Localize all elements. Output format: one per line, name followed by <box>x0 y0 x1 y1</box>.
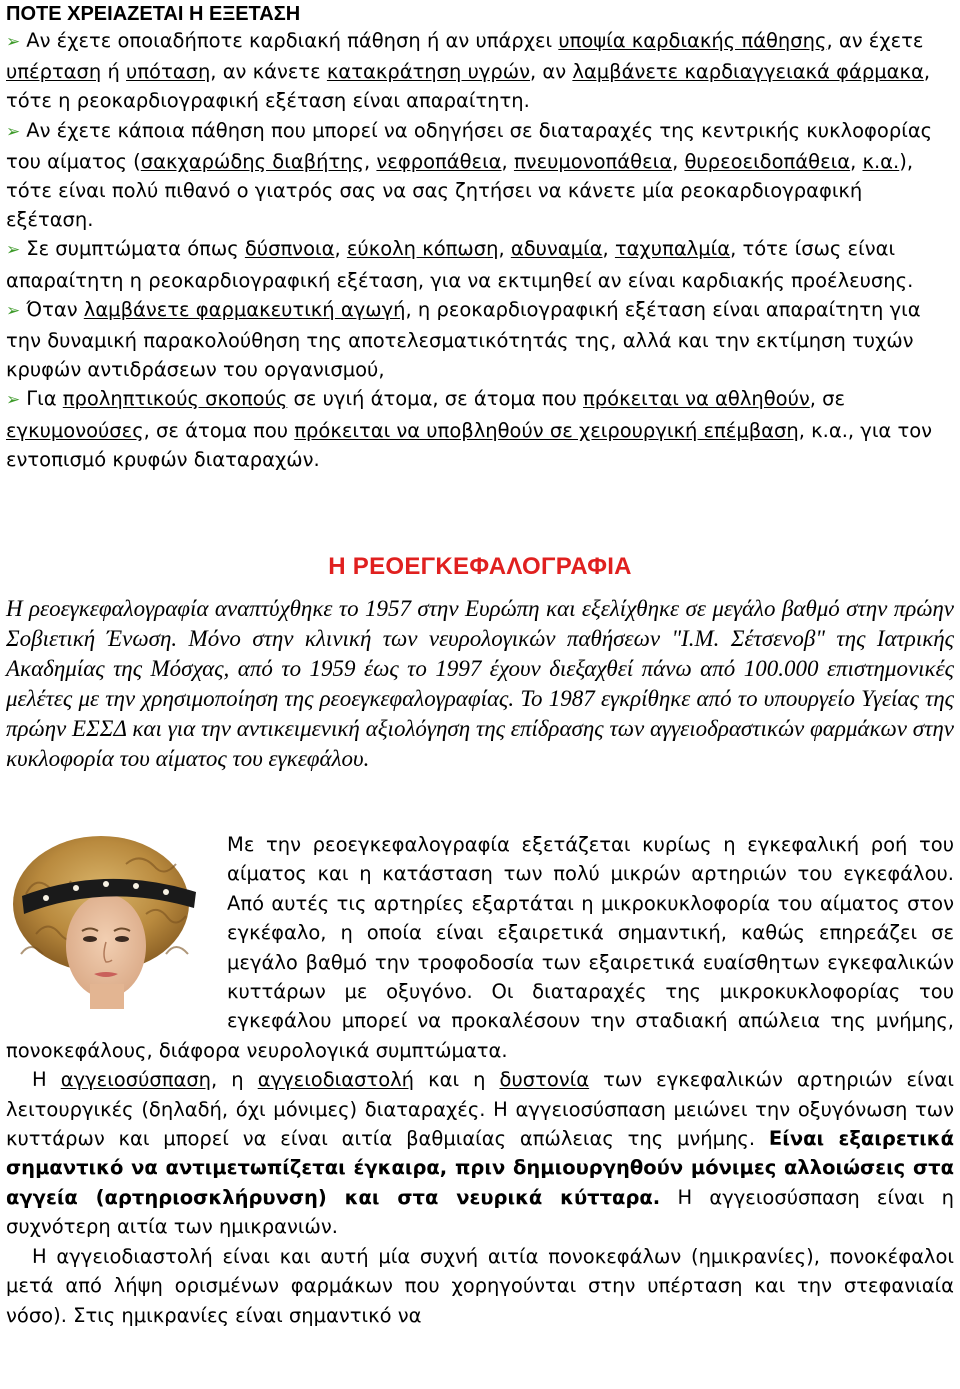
underlined-term: δυστονία <box>499 1068 590 1092</box>
bullet-item <box>6 234 954 294</box>
underlined-term: πρόκειται να αθληθούν <box>583 387 810 411</box>
photo-float-spacer <box>6 830 227 1008</box>
text-run: ή <box>101 60 127 84</box>
bold-emphasis: Είναι εξαιρετικά σημαντικό να αντιμετωπίζεται έγκαιρα, πριν δημιουργηθούν μόνιμες αλλοιώσεις στα αγγεία (αρτηριοσκλήρυνση) και στα νευρικά κύτταρα. <box>6 1127 954 1209</box>
paragraph-vasodilation: Η αγγειοδιαστολή είναι και αυτή μία συχνή αιτία πονοκεφάλων (ημικρανίες), πονοκέφαλοι μετά από λήψη ορισμένων φαρμάκων που χορηγούνται στην υπέρταση και την στεφανιαία νόσο). Στις ημικρανίες είναι σημαντικό να <box>6 1244 954 1327</box>
text-run: , <box>602 237 615 261</box>
text-run: , αν έχετε <box>826 29 924 52</box>
arrow-bullet-icon: ➢ <box>6 240 21 261</box>
text-run: , <box>672 149 685 173</box>
underlined-term: δύσπνοια <box>244 237 335 261</box>
text-run: , <box>364 149 377 173</box>
underlined-term: κατακράτηση υγρών <box>326 60 531 84</box>
arrow-bullet-icon: ➢ <box>6 390 21 411</box>
text-run: ), τότε είναι πολύ πιθανό ο γιατρός σας να σας ζητήσει να κάνετε μία ρεοκαρδιογραφική εξέταση. <box>6 149 914 232</box>
text-run: , <box>334 237 347 261</box>
underlined-term: ταχυπαλμία <box>614 237 731 261</box>
underlined-term: σακχαρώδης διαβήτης <box>140 149 364 173</box>
text-run: , <box>501 149 514 173</box>
underlined-term: εύκολη κόπωση <box>346 237 499 261</box>
underlined-term: λαμβάνετε φαρμακευτική αγωγή <box>83 297 406 321</box>
underlined-term: αγγειοσύσπαση <box>60 1068 212 1092</box>
underlined-term: νεφροπάθεια <box>376 149 502 173</box>
section-title: Η ΡΕΟΕΓΚΕΦΑΛΟΓΡΑΦΙΑ <box>328 553 632 580</box>
underlined-term: αγγειοδιαστολή <box>257 1068 415 1092</box>
bullet-item <box>6 116 954 235</box>
text-run: , <box>850 149 863 173</box>
underlined-term: λαμβάνετε καρδιαγγειακά φάρμακα <box>572 60 924 84</box>
text-run: , η ρεοκαρδιογραφική εξέταση είναι απαραίτητη για την δυναμική παρακολούθηση της αποτελεσματικότητάς της, αλλά και την εκτίμηση τυχών κρυφών αντιδράσεων του οργανισμού, <box>6 297 921 382</box>
text-run: , αν <box>530 60 573 84</box>
underlined-term: πνευμονοπάθεια <box>513 149 673 173</box>
arrow-bullet-icon: ➢ <box>6 32 21 52</box>
text-run: σε υγιή άτομα, σε άτομα που <box>287 387 584 411</box>
text-run: Η <box>32 1068 61 1092</box>
section-heading: ΠΟΤΕ ΧΡΕΙΑΖΕΤΑΙ Η ΕΞΕΤΑΣΗ <box>6 3 301 25</box>
underlined-term: υπόταση <box>126 60 211 84</box>
bullet-item <box>6 26 954 116</box>
text-run: , <box>498 237 511 261</box>
bullet-item <box>6 295 954 385</box>
text-run: Σε συμπτώματα όπως <box>26 237 245 261</box>
paragraph-microcirculation: Με την ρεοεγκεφαλογραφία εξετάζεται κυρίως η εγκεφαλική ροή του αίματος και η κατάσταση των πολύ μικρών αρτηριών του εγκεφάλου. Από αυτές τις αρτηρίες εξαρτάται η μικροκυκλοφορία του αίματος στον εγκέφαλο, η οποία είναι εξαιρετικά σημαντική, καθώς επηρεάζει σε μεγάλο βαθμό την τροφοδοσία των εξαιρετικά ευαίσθητων εγκεφαλικών κυττάρων με οξυγόνο. Οι διαταραχές της μικροκυκλοφορίας του εγκεφάλου μπορεί να προκαλέσουν την σταδιακή απώλεια της μνήμης, πονοκεφάλους, διάφορα νευρολογικά συμπτώματα. <box>6 833 954 1062</box>
arrow-bullet-icon: ➢ <box>6 121 21 142</box>
text-run: των εγκεφαλικών αρτηριών είναι λειτουργικές (δηλαδή, όχι μόνιμες) διαταραχές. Η αγγειοσύσπαση μειώνει την οξυγόνωση των κυττάρων και μπορεί να είναι αιτία βαθμιαίας απώλειας της μνήμης. <box>6 1068 954 1151</box>
underlined-term: πρόκειται να υποβληθούν σε χειρουργική επέμβαση <box>294 418 799 442</box>
underlined-term: θυρεοειδοπάθεια <box>684 149 851 173</box>
underlined-term: υπέρταση <box>6 60 102 84</box>
bullet-item <box>6 384 954 474</box>
intro-italic-paragraph: Η ρεοεγκεφαλογραφία αναπτύχθηκε το 1957 στην Ευρώπη και εξελίχθηκε σε μεγάλο βαθμό στην πρώην Σοβιετική Ένωση. Μόνο στην κλινική των νευρολογικών παθήσεων "Ι.Μ. Σέτσενοβ" της Ιατρικής Ακαδημίας της Μόσχας, από το 1959 έως το 1997 έχουν διεξαχθεί πάνω από 100.000 επιστημονικές μελέτες με την χρησιμοποίηση της ρεοεγκεφαλογραφίας. Το 1987 εγκρίθηκε από το υπουργείο Υγείας της πρώην ΕΣΣΔ και για την αντικειμενική αξιολόγηση της επίδρασης των αγγειοδραστικών φαρμάκων στην κυκλοφορία του αίματος του εγκεφάλου. <box>6 596 954 771</box>
text-run: , σε <box>809 387 846 411</box>
arrow-bullet-icon: ➢ <box>6 300 21 321</box>
text-run: , κ.α., για τον εντοπισμό κρυφών διαταραχών. <box>6 418 933 471</box>
text-run: , τότε ίσως είναι απαραίτητη η ρεοκαρδιογραφική εξέταση, για να εκτιμηθεί αν είναι καρδιακής προέλευσης. <box>6 237 914 292</box>
text-run: , αν κάνετε <box>210 60 327 84</box>
text-run: Αν έχετε οποιαδήποτε καρδιακή πάθηση ή αν υπάρχει <box>26 29 559 52</box>
text-run: , η <box>211 1068 258 1092</box>
underlined-term: αδυναμία <box>510 237 603 261</box>
text-run: Αν έχετε κάποια πάθηση που μπορεί να οδηγήσει σε διαταραχές της κεντρικής κυκλοφορίας του αίματος ( <box>6 118 933 173</box>
text-run: , τότε η ρεοκαρδιογραφική εξέταση είναι απαραίτητη. <box>6 60 931 113</box>
underlined-term: προληπτικούς σκοπούς <box>62 387 288 411</box>
paragraph-vasospasm <box>6 1065 954 1241</box>
body-text <box>6 830 954 1330</box>
text-run: , σε άτομα που <box>143 418 295 442</box>
text-run: Η αγγειοσύσπαση είναι η συχνότερη αιτία των ημικρανιών. <box>6 1185 954 1239</box>
text-run: Για <box>26 387 63 411</box>
text-run: Όταν <box>26 297 84 321</box>
bullet-list <box>6 26 954 474</box>
text-run: και η <box>414 1068 500 1092</box>
underlined-term: κ.α. <box>862 149 900 173</box>
underlined-term: υποψία καρδιακής πάθησης <box>558 29 827 52</box>
underlined-term: εγκυμονούσες <box>6 418 144 442</box>
